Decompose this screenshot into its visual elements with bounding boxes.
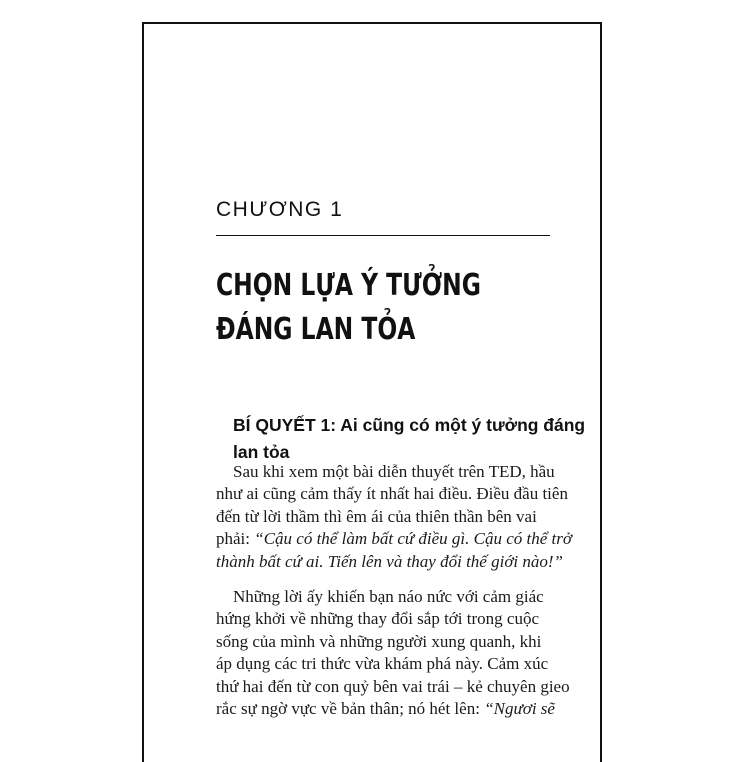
body-text [216,461,572,720]
text-line: như ai cũng cảm thấy ít nhất hai điều. Điều đầu tiên [216,484,568,504]
text-line [216,528,572,550]
section-heading [233,412,585,466]
text-line: hứng khởi về những thay đổi sắp tới trong cuộc [216,609,539,629]
text-line: áp dụng các tri thức vừa khám phá này. Cảm xúc [216,654,549,674]
text-span: rắc sự ngờ vực về bản thân; nó hét lên: [216,698,485,718]
paragraph-2 [216,586,570,720]
text-line [216,698,556,720]
chapter-title [216,264,481,352]
quote-text: “Ngươi sẽ [484,698,555,718]
chapter-title-line-1: CHỌN LỰA Ý TƯỞNG [216,268,481,303]
paragraph-1 [216,461,572,573]
section-heading-line-1: BÍ QUYẾT 1: Ai cũng có một ý tưởng đáng [233,415,586,435]
section-heading-line-2: lan tỏa [233,442,290,462]
chapter-title-line-2: ĐÁNG LAN TỎA [216,312,416,347]
text-line [216,551,563,573]
chapter-label: CHƯƠNG 1 [216,198,344,221]
text-line: thứ hai đến từ con quỷ bên vai trái – kẻ chuyên gieo [216,676,570,696]
quote-text: “Cậu có thể làm bất cứ điều gì. Cậu có thể trở [254,529,572,549]
chapter-divider [216,235,550,236]
quote-text: thành bất cứ ai. Tiến lên và thay đổi thế giới nào!” [216,551,563,571]
text-span: phải: [216,529,255,549]
text-line: sống của mình và những người xung quanh, khi [216,631,542,651]
text-line: đến từ lời thầm thì êm ái của thiên thần bên vai [216,506,537,526]
text-line: Sau khi xem một bài diễn thuyết trên TED, hầu [233,462,555,481]
text-line: Những lời ấy khiến bạn náo nức với cảm giác [233,586,544,606]
